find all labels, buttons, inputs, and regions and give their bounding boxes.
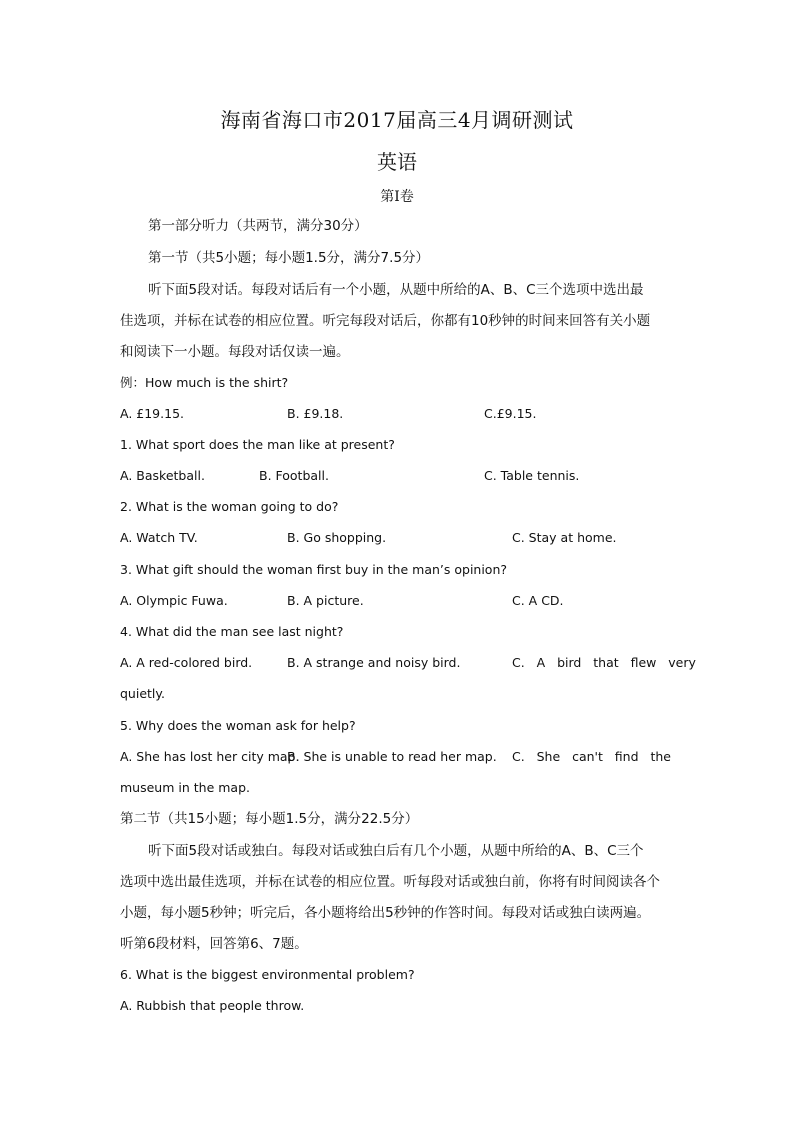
q3-option-c: C. A CD. bbox=[512, 593, 564, 608]
q1-option-c: C. Table tennis. bbox=[484, 468, 580, 483]
example-option-c: C.£9.15. bbox=[484, 406, 537, 421]
q1-option-b: B. Football. bbox=[259, 468, 329, 483]
section2-instruction: 听下面5段对话或独白。每段对话或独白后有几个小题，从题中所给的A、B、C三个 bbox=[148, 843, 644, 859]
question-6: 6. What is the biggest environmental problem? bbox=[120, 967, 415, 982]
question-2: 2. What is the woman going to do? bbox=[120, 499, 339, 514]
exam-title: 海南省海口市2017届高三4月调研测试 bbox=[220, 108, 574, 132]
example-option-a: A. £19.15. bbox=[120, 406, 184, 421]
section1-heading: 第一节（共5小题；每小题1.5分，满分7.5分） bbox=[148, 250, 430, 266]
q3-option-b: B. A picture. bbox=[287, 593, 364, 608]
q4-option-c-continued: quietly. bbox=[120, 686, 165, 701]
part-heading: 第一部分听力（共两节，满分30分） bbox=[148, 218, 368, 234]
question-3: 3. What gift should the woman first buy in the man’s opinion? bbox=[120, 562, 508, 577]
q2-option-a: A. Watch TV. bbox=[120, 530, 198, 545]
q3-option-a: A. Olympic Fuwa. bbox=[120, 593, 228, 608]
q5-option-a: A. She has lost her city map. bbox=[120, 749, 300, 764]
q2-option-c: C. Stay at home. bbox=[512, 530, 617, 545]
question-1: 1. What sport does the man like at present? bbox=[120, 437, 395, 452]
section2-instruction: 小题，每小题5秒钟；听完后，各小题将给出5秒钟的作答时间。每段对话或独白读两遍。 bbox=[120, 905, 651, 921]
question-5: 5. Why does the woman ask for help? bbox=[120, 718, 356, 733]
q4-option-b: B. A strange and noisy bird. bbox=[287, 655, 461, 670]
q2-option-b: B. Go shopping. bbox=[287, 530, 387, 545]
section2-heading: 第二节（共15小题；每小题1.5分，满分22.5分） bbox=[120, 811, 419, 827]
instruction-line: 听下面5段对话。每段对话后有一个小题，从题中所给的A、B、C三个选项中选出最 bbox=[148, 282, 644, 298]
subject-title: 英语 bbox=[377, 150, 417, 174]
q5-option-c-continued: museum in the map. bbox=[120, 780, 250, 795]
q6-option-a: A. Rubbish that people throw. bbox=[120, 998, 305, 1013]
example-question: 例：How much is the shirt? bbox=[120, 375, 289, 390]
instruction-line: 佳选项，并标在试卷的相应位置。听完每段对话后，你都有10秒钟的时间来回答有关小题 bbox=[120, 313, 651, 329]
example-option-b: B. £9.18. bbox=[287, 406, 344, 421]
q4-option-c: C. A bird that flew very bbox=[512, 655, 696, 670]
section2-instruction: 选项中选出最佳选项，并标在试卷的相应位置。听每段对话或独白前，你将有时间阅读各个 bbox=[120, 874, 660, 890]
volume-label: 第Ⅰ卷 bbox=[380, 189, 414, 205]
section2-instruction: 听第6段材料，回答第6、7题。 bbox=[120, 936, 308, 952]
instruction-line: 和阅读下一小题。每段对话仅读一遍。 bbox=[120, 344, 350, 360]
q4-option-a: A. A red-colored bird. bbox=[120, 655, 253, 670]
q1-option-a: A. Basketball. bbox=[120, 468, 205, 483]
q5-option-c: C. She can't find the bbox=[512, 749, 671, 764]
q5-option-b: B. She is unable to read her map. bbox=[287, 749, 497, 764]
question-4: 4. What did the man see last night? bbox=[120, 624, 344, 639]
